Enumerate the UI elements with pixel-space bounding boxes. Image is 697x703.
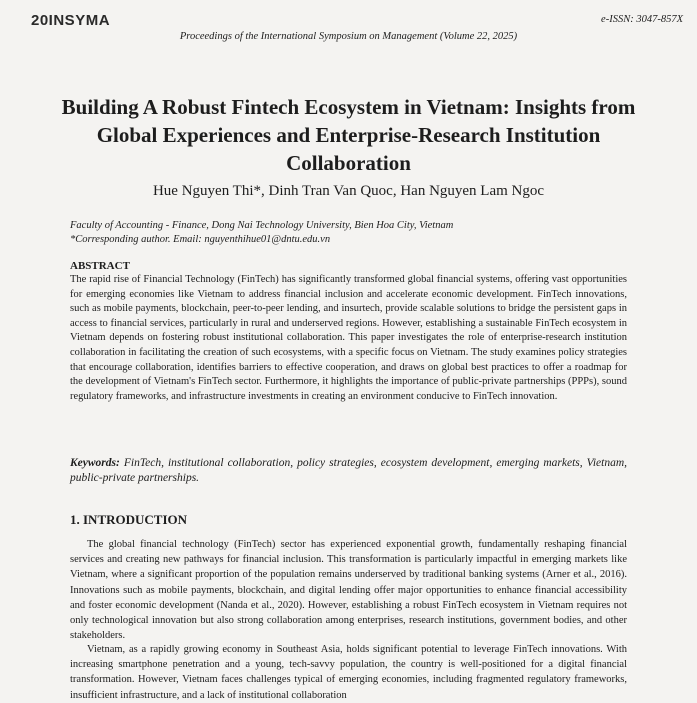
paper-title: Building A Robust Fintech Ecosystem in Vietnam: Insights from Global Experiences and Enterprise-Research Institution Collaboration (61, 95, 636, 175)
affiliation (70, 219, 657, 247)
abstract-heading: ABSTRACT (70, 260, 130, 272)
affiliation-line: Faculty of Accounting - Finance, Dong Nai Technology University, Bien Hoa City, Vietnam (70, 220, 454, 231)
keywords (70, 456, 627, 486)
issn: e-ISSN: 3047-857X (601, 14, 683, 25)
proceedings-line: Proceedings of the International Symposium on Management (Volume 22, 2025) (179, 31, 518, 42)
keywords-text: FinTech, institutional collaboration, policy strategies, ecosystem development, emerging markets, Vietnam, public-private partnerships. (70, 457, 627, 484)
introduction-paragraph: The global financial technology (FinTech) sector has experienced exponential growth, fundamentally reshaping financial services and creating new pathways for financial inclusion. This transformation is particularly impactful in emerging markets like Vietnam, where a significant proportion of the population remains underserved by traditional banking systems (Arner et al., 2016). Innovations such as mobile payments, blockchain, and digital lending offer major opportunities to enhance financial accessibility and foster economic development (Nanda et al., 2020). However, establishing a robust FinTech ecosystem in Vietnam requires not only technological innovation but also strong collaboration among enterprises, research institutions, government bodies, and other stakeholders. (70, 539, 627, 642)
corresponding-author: *Corresponding author. Email: nguyenthihue01@dntu.edu.vn (70, 234, 331, 245)
abstract-body: The rapid rise of Financial Technology (FinTech) has significantly transformed global financial systems, offering vast opportunities for emerging economies like Vietnam to address financial inclusion and accelerate economic development. FinTech innovations, such as mobile payments, blockchain, peer-to-peer lending, and insurtech, provide scalable solutions to bridge the persistent gaps in access to financial services, particularly in rural and underserved regions. However, establishing a sustainable FinTech ecosystem in Vietnam depends on fostering robust institutional collaboration. This paper investigates the role of enterprise-research institution collaboration in facilitating the creation of such ecosystems, with a specific focus on Vietnam. The study examines policy strategies that encourage collaboration, identifies barriers to effective cooperation, and draws on global best practices to offer a roadmap for the development of Vietnam's FinTech sector. Furthermore, it highlights the importance of public-private partnerships (PPPs), sound regulatory frameworks, and infrastructure investments in creating an environment conducive to FinTech innovation. (70, 274, 627, 402)
introduction-paragraph: Vietnam, as a rapidly growing economy in Southeast Asia, holds significant potential to leverage FinTech innovations. With increasing smartphone penetration and a young, tech-savvy population, the country is well-positioned for a digital financial transformation. However, Vietnam faces challenges typical of emerging economies, including fragmented regulatory frameworks, insufficient infrastructure, and a lack of institutional collaboration (70, 644, 627, 701)
author-list: Hue Nguyen Thi*, Dinh Tran Van Quoc, Han Nguyen Lam Ngoc (152, 183, 545, 199)
conference-logo: 20INSYMA (31, 12, 111, 29)
running-header (31, 10, 683, 32)
section-heading-introduction: 1. INTRODUCTION (70, 512, 188, 527)
keywords-label: Keywords: (70, 457, 120, 469)
